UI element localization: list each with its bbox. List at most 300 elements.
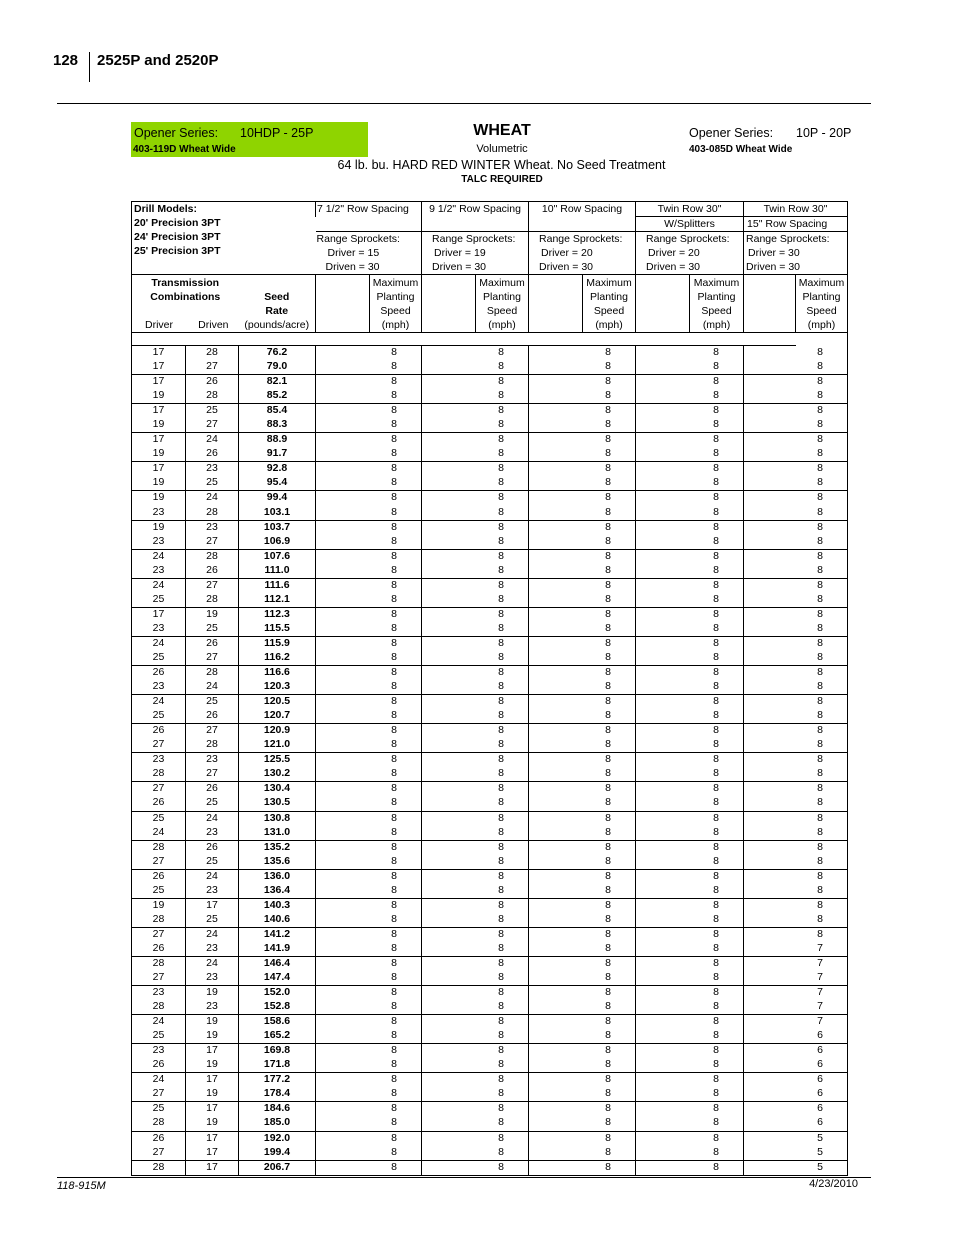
crop-note: TALC REQUIRED: [461, 174, 543, 185]
max-speed-cell-value: 8: [817, 462, 823, 475]
max-speed-cell: [422, 1044, 529, 1059]
max-speed-cell-value: 8: [391, 941, 397, 954]
max-speed-cell-value: 8: [605, 650, 611, 663]
max-speed-cell: [744, 607, 848, 622]
max-speed-cell-value: 6: [817, 1116, 823, 1129]
max-speed-cell: [744, 549, 848, 564]
driver-cell-value: 27: [152, 1145, 165, 1158]
max-speed-cell-value: 8: [817, 520, 823, 533]
driver-cell: [132, 491, 186, 506]
max-speed-cell: [636, 826, 744, 841]
max-speed-cell: [744, 506, 848, 521]
max-speed-cell: [529, 753, 636, 768]
seed-rate-cell: [239, 1073, 316, 1088]
driver-cell: [132, 360, 186, 375]
max-speed-cell-value: 8: [498, 738, 504, 751]
max-speed-cell-value: 8: [605, 767, 611, 780]
max-speed-cell: [422, 986, 529, 1001]
max-speed-cell-value: 8: [498, 389, 504, 402]
max-speed-cell-value: 6: [817, 1044, 823, 1057]
driver-cell-value: 24: [152, 825, 165, 838]
max-speed-cell: [636, 389, 744, 404]
driven-cell-value: 27: [206, 724, 218, 737]
driver-cell-value: 24: [152, 636, 165, 649]
max-speed-cell: [316, 855, 422, 870]
driver-cell: [132, 1116, 186, 1131]
speed-label: Speed: [701, 305, 732, 317]
driven-cell-value: 19: [206, 1015, 218, 1028]
max-speed-cell-value: 8: [391, 534, 397, 547]
max-speed-cell: [422, 782, 529, 797]
driver-cell: [132, 898, 186, 913]
max-speed-cell: [529, 549, 636, 564]
driven-cell: [186, 433, 239, 448]
max-speed-cell: [316, 767, 422, 782]
driven-cell: [186, 1029, 239, 1044]
max-speed-cell: [529, 1029, 636, 1044]
seed-rate-cell: [239, 796, 316, 811]
table-row: [132, 826, 848, 841]
max-speed-cell-value: 8: [605, 636, 611, 649]
driver-cell: [132, 709, 186, 724]
seed-rate-header: [239, 275, 316, 333]
driven-cell-value: 25: [206, 476, 218, 489]
driver-cell: [132, 476, 186, 491]
max-speed-cell: [744, 535, 848, 550]
seed-rate-cell-value: 140.6: [263, 912, 291, 925]
max-speed-cell-value: 7: [817, 1000, 823, 1013]
max-speed-cell: [316, 782, 422, 797]
max-speed-cell: [529, 884, 636, 899]
driver-cell-value: 25: [152, 709, 165, 722]
max-speed-cell: [316, 607, 422, 622]
seed-rate-cell-value: 120.3: [263, 680, 291, 693]
max-speed-cell: [636, 506, 744, 521]
max-speed-cell: [636, 1015, 744, 1030]
driver-cell: [132, 1146, 186, 1161]
table-row: [132, 622, 848, 637]
max-speed-cell-value: 8: [817, 767, 823, 780]
max-speed-cell-value: 8: [498, 520, 504, 533]
max-speed-cell: [744, 796, 848, 811]
max-speed-cell-value: 8: [817, 854, 823, 867]
max-speed-cell-value: 8: [605, 825, 611, 838]
spacing-4-title: Twin Row 30": [636, 202, 744, 217]
seed-rate-cell-value: 107.6: [263, 549, 291, 562]
max-speed-cell: [529, 491, 636, 506]
max-speed-cell-value: 8: [713, 782, 719, 795]
max-speed-cell: [636, 709, 744, 724]
seed-rate-cell-value: 184.6: [263, 1102, 291, 1115]
max-speed-cell: [744, 855, 848, 870]
max-speed-cell-value: 8: [391, 389, 397, 402]
driver-cell-value: 26: [152, 666, 165, 679]
table-row: [132, 1000, 848, 1015]
planting-label: Planting: [590, 291, 628, 303]
max-speed-cell-value: 8: [391, 375, 397, 388]
max-speed-cell-value: 8: [713, 1044, 719, 1057]
max-speed-cell: [636, 607, 744, 622]
max-speed-header-1: [370, 275, 422, 333]
driven-cell: [186, 1146, 239, 1161]
seed-rate-cell: [239, 607, 316, 622]
driver-cell-value: 25: [152, 1029, 165, 1042]
max-speed-cell: [422, 404, 529, 419]
spacer-cell: [422, 275, 476, 333]
driven-cell-value: 26: [206, 447, 218, 460]
driven-cell-value: 19: [206, 1087, 218, 1100]
seed-rate-cell-value: 136.0: [263, 869, 291, 882]
max-speed-cell: [529, 578, 636, 593]
max-speed-cell-value: 8: [817, 534, 823, 547]
max-speed-cell-value: 8: [605, 1015, 611, 1028]
max-speed-cell: [529, 796, 636, 811]
max-speed-cell: [422, 389, 529, 404]
max-speed-cell: [316, 1000, 422, 1015]
max-speed-cell-value: 8: [817, 825, 823, 838]
max-speed-cell-value: 8: [713, 621, 719, 634]
max-speed-cell: [316, 1116, 422, 1131]
driven-cell-value: 26: [206, 636, 218, 649]
max-speed-cell-value: 8: [605, 563, 611, 576]
max-speed-header-4: [690, 275, 744, 333]
max-speed-cell: [316, 636, 422, 651]
driven-cell: [186, 811, 239, 826]
max-speed-cell: [529, 1116, 636, 1131]
max-speed-cell: [316, 535, 422, 550]
max-speed-cell-value: 8: [817, 346, 823, 358]
max-speed-cell-value: 8: [605, 1160, 611, 1173]
max-speed-cell: [529, 767, 636, 782]
spacer-cell: [636, 275, 690, 333]
seed-rate-cell: [239, 826, 316, 841]
max-speed-cell: [636, 491, 744, 506]
max-speed-cell: [529, 738, 636, 753]
driver-cell: [132, 346, 186, 361]
max-speed-cell-value: 8: [817, 666, 823, 679]
drill-models-cell: [132, 202, 316, 275]
max-speed-cell: [316, 578, 422, 593]
table-row: [132, 971, 848, 986]
driven-cell: [186, 375, 239, 390]
driver-cell: [132, 607, 186, 622]
max-speed-cell: [422, 767, 529, 782]
seed-rate-cell-value: 147.4: [263, 971, 291, 984]
max-speed-cell-value: 8: [605, 912, 611, 925]
max-speed-cell: [744, 898, 848, 913]
max-speed-cell-value: 8: [713, 1073, 719, 1086]
table-row: [132, 680, 848, 695]
max-speed-cell: [744, 1073, 848, 1088]
max-speed-cell: [636, 462, 744, 477]
max-speed-cell-value: 8: [498, 505, 504, 518]
seed-rate-cell-value: 88.9: [266, 433, 288, 446]
max-speed-cell: [636, 1087, 744, 1102]
seed-rate-cell: [239, 418, 316, 433]
max-speed-cell-value: 8: [391, 1015, 397, 1028]
seed-rate-cell: [239, 724, 316, 739]
header-row-columns: [132, 275, 848, 333]
driven-cell: [186, 680, 239, 695]
seed-rate-cell-value: 171.8: [263, 1058, 291, 1071]
driver-cell: [132, 869, 186, 884]
footer-rule: [57, 1177, 871, 1178]
max-speed-cell: [636, 986, 744, 1001]
max-speed-cell-value: 8: [605, 724, 611, 737]
max-speed-cell-value: 8: [498, 986, 504, 999]
max-speed-cell-value: 8: [713, 1145, 719, 1158]
max-speed-cell: [636, 1102, 744, 1117]
driver-column-header: Driver: [145, 319, 173, 331]
max-speed-cell: [316, 622, 422, 637]
table-row: [132, 942, 848, 957]
driver-cell-value: 23: [152, 1044, 165, 1057]
table-row: [132, 1058, 848, 1073]
max-speed-cell: [744, 956, 848, 971]
driver-cell: [132, 1029, 186, 1044]
max-speed-cell-value: 8: [605, 840, 611, 853]
max-speed-cell: [422, 1073, 529, 1088]
max-speed-cell-value: 8: [391, 709, 397, 722]
table-row: [132, 360, 848, 375]
max-speed-cell-value: 8: [713, 433, 719, 446]
driven-cell: [186, 666, 239, 681]
max-speed-cell: [744, 927, 848, 942]
max-speed-cell-value: 8: [391, 636, 397, 649]
seed-rate-cell-value: 206.7: [263, 1160, 291, 1173]
spacing-3-subtitle: [529, 217, 636, 232]
max-speed-cell-value: 8: [713, 505, 719, 518]
max-speed-cell-value: 8: [605, 1116, 611, 1129]
max-speed-cell-value: 8: [498, 462, 504, 475]
table-row: [132, 811, 848, 826]
table-row: [132, 491, 848, 506]
max-speed-cell-value: 8: [605, 927, 611, 940]
max-speed-cell-value: 8: [498, 883, 504, 896]
seed-rate-cell: [239, 695, 316, 710]
max-speed-cell: [744, 651, 848, 666]
max-speed-cell: [316, 389, 422, 404]
max-speed-cell-value: 8: [391, 956, 397, 969]
data-rows: [132, 346, 848, 1176]
max-speed-cell-value: 8: [605, 491, 611, 504]
table-row: [132, 564, 848, 579]
max-speed-cell: [636, 884, 744, 899]
max-speed-cell-value: 8: [498, 404, 504, 417]
max-speed-cell: [422, 651, 529, 666]
max-speed-cell: [636, 433, 744, 448]
max-speed-cell: [422, 971, 529, 986]
max-speed-header-3: [583, 275, 636, 333]
max-speed-cell: [422, 709, 529, 724]
max-speed-cell-value: 8: [713, 956, 719, 969]
driver-cell: [132, 855, 186, 870]
max-speed-cell-value: 8: [498, 854, 504, 867]
max-speed-cell: [744, 1102, 848, 1117]
max-speed-cell: [744, 360, 848, 375]
max-speed-cell: [636, 680, 744, 695]
driver-cell-value: 19: [152, 389, 165, 402]
max-speed-cell-value: 8: [713, 607, 719, 620]
max-speed-cell: [529, 462, 636, 477]
max-speed-cell-value: 8: [713, 941, 719, 954]
mph-label: (mph): [702, 319, 731, 331]
seed-rate-cell: [239, 971, 316, 986]
drill-model-3: 25' Precision 3PT: [134, 245, 221, 257]
max-speed-cell-value: 8: [713, 753, 719, 766]
table-row: [132, 389, 848, 404]
max-speed-cell: [316, 447, 422, 462]
seed-rate-cell: [239, 651, 316, 666]
max-speed-cell: [316, 724, 422, 739]
driver-cell-value: 19: [152, 476, 165, 489]
driver-cell: [132, 796, 186, 811]
table-row: [132, 913, 848, 928]
seed-rate-cell-value: 130.8: [263, 811, 291, 824]
max-speed-cell: [744, 666, 848, 681]
driver-cell-value: 23: [152, 534, 165, 547]
driven-cell: [186, 767, 239, 782]
max-speed-cell-value: 8: [713, 1000, 719, 1013]
opener-left-label: Opener Series:: [134, 126, 219, 140]
drill-model-2: 24' Precision 3PT: [134, 231, 221, 243]
seed-rate-cell-value: 120.7: [263, 709, 291, 722]
max-speed-cell: [744, 564, 848, 579]
max-speed-cell-value: 8: [391, 346, 397, 358]
max-speed-cell-value: 8: [605, 592, 611, 605]
driven-cell-value: 23: [206, 883, 218, 896]
table-row: [132, 869, 848, 884]
max-speed-cell-value: 8: [817, 782, 823, 795]
max-speed-cell-value: 8: [713, 796, 719, 809]
max-speed-cell-value: 8: [391, 971, 397, 984]
driven-cell-value: 25: [206, 695, 218, 708]
max-speed-cell: [529, 1102, 636, 1117]
max-speed-cell: [422, 447, 529, 462]
max-speed-cell: [636, 520, 744, 535]
max-speed-cell: [636, 651, 744, 666]
max-speed-cell: [636, 898, 744, 913]
max-speed-cell-value: 8: [391, 578, 397, 591]
max-speed-cell: [316, 971, 422, 986]
table-row: [132, 607, 848, 622]
seed-rate-cell: [239, 1029, 316, 1044]
max-speed-cell: [422, 680, 529, 695]
driven-cell: [186, 782, 239, 797]
max-speed-cell: [636, 1044, 744, 1059]
driver-cell-value: 28: [152, 1116, 165, 1129]
driver-cell-value: 27: [152, 971, 165, 984]
max-speed-cell-value: 8: [498, 360, 504, 373]
driver-cell-value: 27: [152, 738, 165, 751]
max-speed-cell-value: 8: [605, 389, 611, 402]
table-row: [132, 346, 848, 361]
max-speed-cell-value: 8: [605, 549, 611, 562]
max-speed-cell: [316, 462, 422, 477]
max-speed-cell-value: 8: [605, 607, 611, 620]
driver-cell-value: 23: [152, 621, 165, 634]
max-speed-cell: [422, 1058, 529, 1073]
max-speed-cell-value: 8: [817, 811, 823, 824]
driver-cell-value: 28: [152, 840, 165, 853]
driven-cell: [186, 884, 239, 899]
units-label: (pounds/acre): [244, 319, 310, 331]
table-row: [132, 855, 848, 870]
max-speed-cell-value: 8: [498, 1029, 504, 1042]
max-speed-cell: [636, 346, 744, 361]
seed-rate-cell: [239, 811, 316, 826]
max-speed-cell-value: 8: [391, 1131, 397, 1144]
max-speed-cell-value: 8: [605, 971, 611, 984]
max-speed-cell: [422, 942, 529, 957]
max-speed-cell-value: 8: [391, 927, 397, 940]
max-speed-cell: [316, 476, 422, 491]
opener-left-part: 403-119D Wheat Wide: [133, 144, 236, 155]
driven-cell-value: 28: [206, 549, 218, 562]
max-speed-cell-value: 8: [498, 869, 504, 882]
planting-label: Planting: [376, 291, 415, 303]
max-speed-cell: [529, 404, 636, 419]
driven-cell: [186, 506, 239, 521]
max-speed-cell-value: 8: [817, 447, 823, 460]
max-speed-cell-value: 8: [713, 1087, 719, 1100]
max-speed-cell: [744, 1000, 848, 1015]
max-speed-cell: [744, 753, 848, 768]
max-speed-cell: [529, 476, 636, 491]
max-speed-cell-value: 8: [605, 621, 611, 634]
max-speed-cell: [744, 913, 848, 928]
spacing-3-title: 10" Row Spacing: [529, 202, 636, 217]
driven-cell-value: 19: [206, 1058, 218, 1071]
max-speed-cell: [636, 375, 744, 390]
max-speed-cell-value: 8: [605, 534, 611, 547]
driver-cell: [132, 447, 186, 462]
max-speed-cell: [422, 520, 529, 535]
driver-cell-value: 27: [152, 927, 165, 940]
driver-cell: [132, 622, 186, 637]
driven-cell: [186, 607, 239, 622]
seed-rate-cell: [239, 738, 316, 753]
driven-cell: [186, 796, 239, 811]
driver-cell: [132, 1131, 186, 1146]
max-speed-cell: [744, 767, 848, 782]
driven-cell-value: 23: [206, 753, 218, 766]
max-label: Maximum: [693, 277, 740, 289]
drill-model-1: 20' Precision 3PT: [134, 217, 221, 229]
driven-cell-value: 26: [206, 782, 218, 795]
max-speed-cell: [316, 680, 422, 695]
driver-cell: [132, 564, 186, 579]
max-label: Maximum: [586, 277, 632, 289]
crop-method: Volumetric: [476, 143, 528, 155]
transmission-header: [132, 275, 239, 333]
max-speed-cell: [636, 913, 744, 928]
max-speed-cell: [316, 418, 422, 433]
max-speed-cell-value: 8: [713, 549, 719, 562]
max-speed-cell-value: 8: [391, 505, 397, 518]
seed-rate-cell-value: 141.9: [263, 941, 291, 954]
max-speed-cell-value: 8: [713, 1015, 719, 1028]
max-speed-cell: [529, 666, 636, 681]
table-row: [132, 695, 848, 710]
max-speed-cell-value: 8: [498, 956, 504, 969]
max-speed-cell-value: 8: [498, 912, 504, 925]
driven-cell: [186, 578, 239, 593]
max-speed-cell: [744, 433, 848, 448]
driver-cell: [132, 520, 186, 535]
driven-cell-value: 23: [206, 1000, 218, 1013]
max-speed-cell-value: 8: [605, 883, 611, 896]
